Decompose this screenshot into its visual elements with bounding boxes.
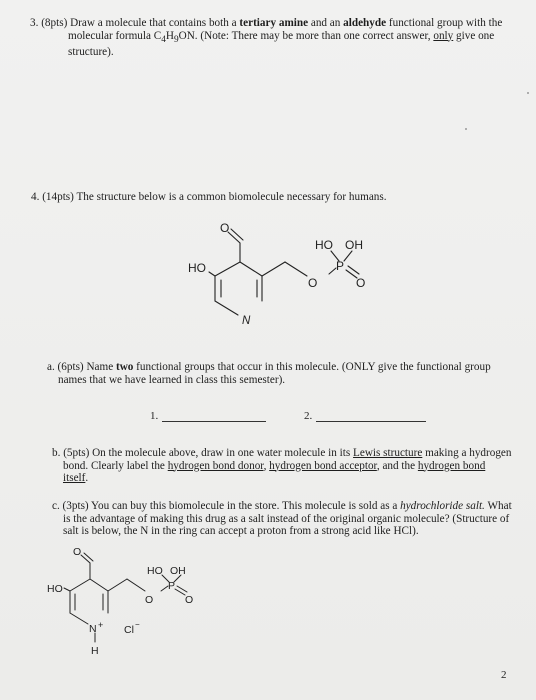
page-number: 2 [501, 669, 507, 681]
qc-hydrochloride-salt: hydrochloride salt. [400, 500, 485, 512]
salt-phosphate-oxygen: O [185, 594, 194, 606]
qb-lewis-structure: Lewis structure [353, 447, 423, 459]
aldehyde-double-bond [228, 232, 240, 243]
qc-text: is the advantage of making this drug as a salt instead of the original organic molecule? (Structure of [63, 512, 510, 525]
salt-phosphate-bond [161, 586, 168, 591]
answer-2-blank[interactable] [316, 421, 426, 422]
q3-aldehyde: aldehyde [343, 17, 387, 29]
hydroxyl-bond [209, 272, 215, 276]
salt-ring-bond [90, 579, 108, 591]
hydroxyl-label: HO [188, 261, 206, 275]
qa-text: functional groups that occur in this molecule. (ONLY give the functional group [133, 361, 491, 373]
qb-acceptor: hydrogen bond acceptor [269, 459, 377, 472]
ring-nitrogen: N [242, 315, 251, 327]
qb-bond-itself: hydrogen bond itself [63, 459, 486, 484]
q3-text: give one [453, 29, 495, 42]
question-4a [47, 361, 507, 386]
salt-hydroxyl-label: HO [47, 583, 63, 595]
qb-text: . [85, 472, 89, 484]
answer-2-label: 2. [304, 410, 313, 422]
qb-text: , and the [376, 459, 418, 472]
chain-bond [285, 262, 307, 276]
q3-points: (8pts) [41, 17, 68, 29]
salt-ring-nitrogen: N [89, 623, 97, 635]
phosphate-oh-label: OH [345, 238, 363, 252]
salt-chain-bond [127, 579, 145, 591]
q3-text: functional group with the [386, 17, 503, 29]
q3-text: H [165, 29, 174, 42]
salt-plus-charge: + [98, 620, 104, 630]
qb-text: b. (5pts) On the molecule above, draw in one water molecule in its [52, 447, 354, 459]
ring-bond [240, 262, 262, 276]
salt-hydroxyl-bond [64, 588, 70, 591]
qb-line-2 [52, 460, 512, 485]
salt-carbonyl-oxygen: O [73, 546, 82, 558]
question-4: 4. (14pts) The structure below is a common biomolecule necessary for humans. [31, 191, 387, 203]
ring-bond [215, 301, 238, 315]
answer-1-label: 1. [150, 410, 159, 422]
qc-text: salt is below, the N in the ring can accept a proton from a strong acid like HCl). [63, 525, 419, 537]
page-speck [527, 92, 529, 94]
salt-aldehyde-double-bond [84, 553, 93, 561]
qa-text: names that we have learned in class this semester). [58, 373, 286, 386]
phosphate-ho-label: HO [315, 238, 333, 252]
aldehyde-double-bond [231, 229, 243, 240]
qa-text: a. (6pts) Name [47, 361, 116, 373]
ring-bond [215, 262, 240, 276]
answer-1-blank[interactable] [162, 421, 266, 422]
qc-text: c. (3pts) You can buy this biomolecule in the store. This molecule is sold as a [52, 500, 401, 512]
question-4c [52, 500, 512, 538]
q3-subscript: 4 [161, 34, 166, 45]
phosphate-bond [329, 268, 336, 274]
salt-phosphate-ho-label: HO [147, 565, 163, 577]
phosphorus-label: P [336, 259, 345, 273]
salt-ester-oxygen: O [145, 594, 154, 606]
qb-donor: hydrogen bond donor [167, 459, 264, 472]
qa-two: two [115, 361, 134, 373]
q3-text: molecular formula C [68, 29, 162, 42]
salt-ring-bond [70, 579, 90, 591]
question-4b [52, 447, 512, 485]
q3-text: ON. (Note: There may be more than one correct answer, [178, 29, 434, 42]
phosphate-bond [344, 251, 352, 261]
page-speck [465, 128, 467, 130]
salt-ring-bond [70, 613, 88, 624]
ester-oxygen: O [308, 276, 318, 290]
salt-phosphate-oh-label: OH [170, 565, 186, 577]
qc-text: What [484, 500, 512, 512]
chain-bond [262, 262, 285, 276]
q3-only: only [433, 29, 454, 42]
chloride-label: Cl [124, 624, 134, 636]
q3-text: structure). [68, 46, 114, 59]
q3-tertiary-amine: tertiary amine [239, 17, 309, 29]
phosphate-oxygen: O [356, 276, 366, 290]
qb-text: , [263, 459, 270, 472]
chloride-charge: − [135, 620, 140, 629]
salt-hydrogen: H [91, 645, 99, 657]
salt-phosphorus-label: P [168, 580, 176, 592]
q3-text: and an [308, 17, 344, 29]
q3-text: Draw a molecule that contains both a [67, 17, 240, 29]
qb-text: making a hydrogen [422, 447, 512, 459]
salt-chain-bond [108, 579, 127, 591]
salt-aldehyde-double-bond [81, 555, 90, 563]
q3-number: 3. [30, 17, 39, 29]
q3-subscript: 9 [173, 34, 179, 45]
carbonyl-oxygen: O [220, 221, 230, 235]
qb-text: bond. Clearly label the [63, 459, 168, 472]
